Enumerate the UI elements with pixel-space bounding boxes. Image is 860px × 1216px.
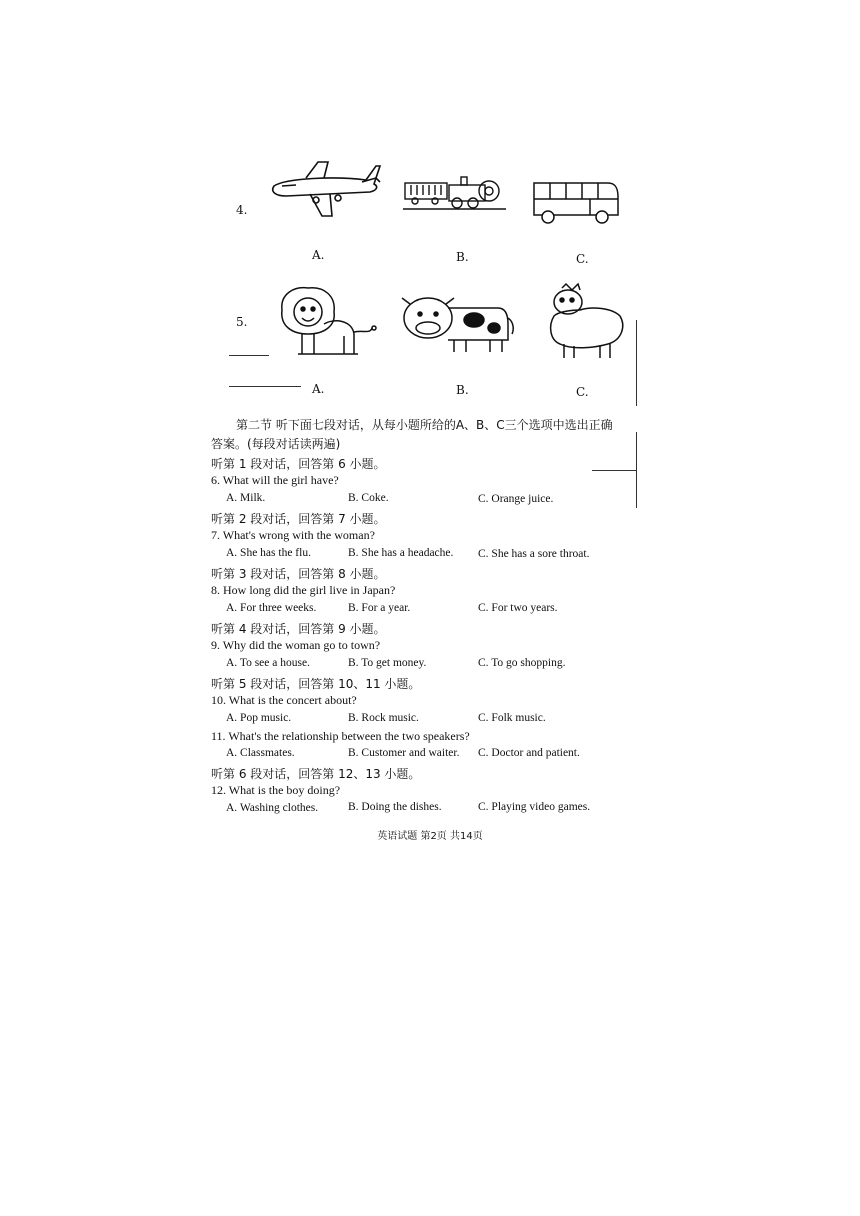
question-7: 7. What's wrong with the woman? bbox=[211, 528, 375, 542]
question-11: 11. What's the relationship between the two speakers? bbox=[211, 729, 470, 743]
dialog-2-intro: 听第 2 段对话，回答第 7 小题。 bbox=[211, 512, 386, 526]
lion-icon bbox=[274, 284, 378, 360]
q7-option-b: B. She has a headache. bbox=[348, 547, 454, 559]
q9-option-c: C. To go shopping. bbox=[478, 657, 566, 669]
q8-option-b: B. For a year. bbox=[348, 602, 411, 614]
airplane-icon bbox=[266, 158, 382, 220]
q12-option-a: A. Washing clothes. bbox=[226, 802, 319, 814]
q5-option-c: C. bbox=[576, 385, 589, 399]
q8-option-a: A. For three weeks. bbox=[226, 602, 317, 614]
q11-option-a: A. Classmates. bbox=[226, 747, 295, 759]
q6-option-c: C. Orange juice. bbox=[478, 493, 554, 505]
dialog-3-intro: 听第 3 段对话，回答第 8 小题。 bbox=[211, 567, 386, 581]
page-footer: 英语试题 第2页 共14页 bbox=[377, 831, 483, 842]
q10-option-b: B. Rock music. bbox=[348, 712, 419, 724]
q4-option-a: A. bbox=[312, 248, 325, 262]
q10-option-a: A. Pop music. bbox=[226, 712, 292, 724]
dialog-1-intro: 听第 1 段对话，回答第 6 小题。 bbox=[211, 457, 386, 471]
cow-icon bbox=[398, 288, 516, 356]
question-9: 9. Why did the woman go to town? bbox=[211, 638, 381, 652]
question-8: 8. How long did the girl live in Japan? bbox=[211, 583, 396, 597]
scan-line bbox=[229, 386, 301, 387]
q12-option-c: C. Playing video games. bbox=[478, 801, 591, 813]
scan-line bbox=[592, 470, 636, 471]
scan-line bbox=[636, 432, 637, 508]
train-icon bbox=[403, 171, 506, 211]
q9-option-b: B. To get money. bbox=[348, 657, 427, 669]
sheep-icon bbox=[542, 282, 634, 362]
q6-option-a: A. Milk. bbox=[226, 492, 266, 504]
section-2-title-cont: 答案。(每段对话读两遍) bbox=[211, 437, 341, 451]
q11-option-c: C. Doctor and patient. bbox=[478, 747, 580, 759]
q11-option-b: B. Customer and waiter. bbox=[348, 747, 460, 759]
bus-icon bbox=[530, 179, 620, 225]
q9-option-a: A. To see a house. bbox=[226, 657, 310, 669]
q8-option-c: C. For two years. bbox=[478, 602, 558, 614]
question-10: 10. What is the concert about? bbox=[211, 693, 357, 707]
dialog-4-intro: 听第 4 段对话，回答第 9 小题。 bbox=[211, 622, 386, 636]
question-12: 12. What is the boy doing? bbox=[211, 783, 341, 797]
scan-line bbox=[229, 355, 269, 356]
q10-option-c: C. Folk music. bbox=[478, 712, 546, 724]
q4-option-c: C. bbox=[576, 252, 589, 266]
q5-option-a: A. bbox=[312, 382, 325, 396]
question-6: 6. What will the girl have? bbox=[211, 473, 339, 487]
q12-option-b: B. Doing the dishes. bbox=[348, 801, 442, 813]
scan-line bbox=[636, 320, 637, 406]
q7-option-a: A. She has the flu. bbox=[226, 547, 311, 559]
question-4-number: 4. bbox=[236, 203, 248, 217]
dialog-5-intro: 听第 5 段对话，回答第 10、11 小题。 bbox=[211, 677, 421, 691]
q6-option-b: B. Coke. bbox=[348, 492, 389, 504]
dialog-6-intro: 听第 6 段对话，回答第 12、13 小题。 bbox=[211, 767, 421, 781]
q5-option-b: B. bbox=[456, 383, 469, 397]
section-2-title: 第二节 听下面七段对话，从每小题所给的A、B、C三个选项中选出正确 bbox=[236, 418, 613, 432]
q7-option-c: C. She has a sore throat. bbox=[478, 548, 590, 560]
question-5-number: 5. bbox=[236, 315, 248, 329]
q4-option-b: B. bbox=[456, 250, 469, 264]
